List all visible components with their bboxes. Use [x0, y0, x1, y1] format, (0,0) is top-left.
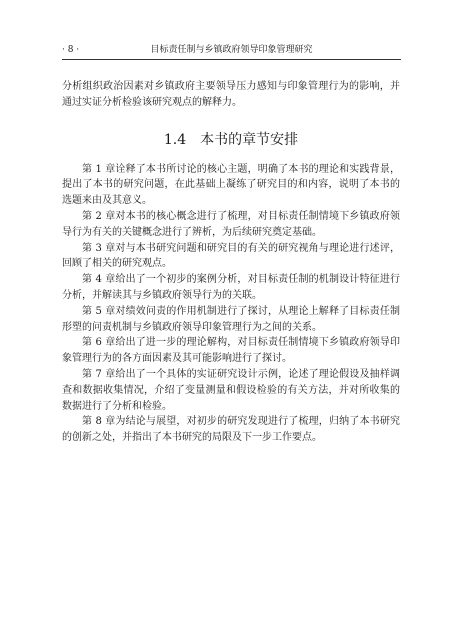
chapter-8-summary: 第 8 章为结论与展望，对初步的研究发现进行了梳理，归纳了本书研究的创新之处，并指出了本书研究的局限及下一步工作要点。: [62, 416, 400, 444]
chapter-2-summary: 第 2 章对本书的核心概念进行了梳理，对目标责任制情境下乡镇政府领导行为有关的关键概念进行了辨析，为后续研究奠定基础。: [62, 210, 400, 238]
section-title: 本书的章节安排: [200, 131, 299, 148]
chapter-4-summary: 第 4 章给出了一个初步的案例分析，对目标责任制的机制设计特征进行分析，并解读其与乡镇政府领导行为的关联。: [62, 274, 400, 301]
chapter-1-summary: 第 1 章诠释了本书所讨论的核心主题，明确了本书的理论和实践背景，提出了本书的研究问题，在此基础上凝练了研究目的和内容，说明了本书的选题来由及其意义。: [62, 163, 400, 207]
running-title: 目标责任制与乡镇政府领导印象管理研究: [150, 45, 313, 55]
chapter-5-summary: 第 5 章对绩效问责的作用机制进行了探讨，从理论上解释了目标责任制形塑的问责机制与乡镇政府领导印象管理行为之间的关系。: [62, 305, 400, 333]
section-number: 1.4: [163, 131, 187, 148]
running-header: [62, 43, 401, 60]
body-text: [62, 79, 400, 446]
page-number: · 8 ·: [62, 45, 80, 55]
chapter-3-summary: 第 3 章对与本书研究问题和研究目的有关的研究视角与理论进行述评，回顾了相关的研究观点。: [62, 242, 400, 270]
chapter-7-summary: 第 7 章给出了一个具体的实证研究设计示例，论述了理论假设及抽样调查和数据收集情况，介绍了变量测量和假设检验的有关方法，并对所收集的数据进行了分析和检验。: [62, 368, 400, 412]
section-heading: [62, 131, 400, 149]
intro-paragraph: 分析组织政治因素对乡镇政府主要领导压力感知与印象管理行为的影响，并通过实证分析检验该研究观点的解释力。: [62, 81, 400, 108]
chapter-6-summary: 第 6 章给出了进一步的理论解构，对目标责任制情境下乡镇政府领导印象管理行为的各方面因素及其可能影响进行了探讨。: [62, 337, 400, 365]
